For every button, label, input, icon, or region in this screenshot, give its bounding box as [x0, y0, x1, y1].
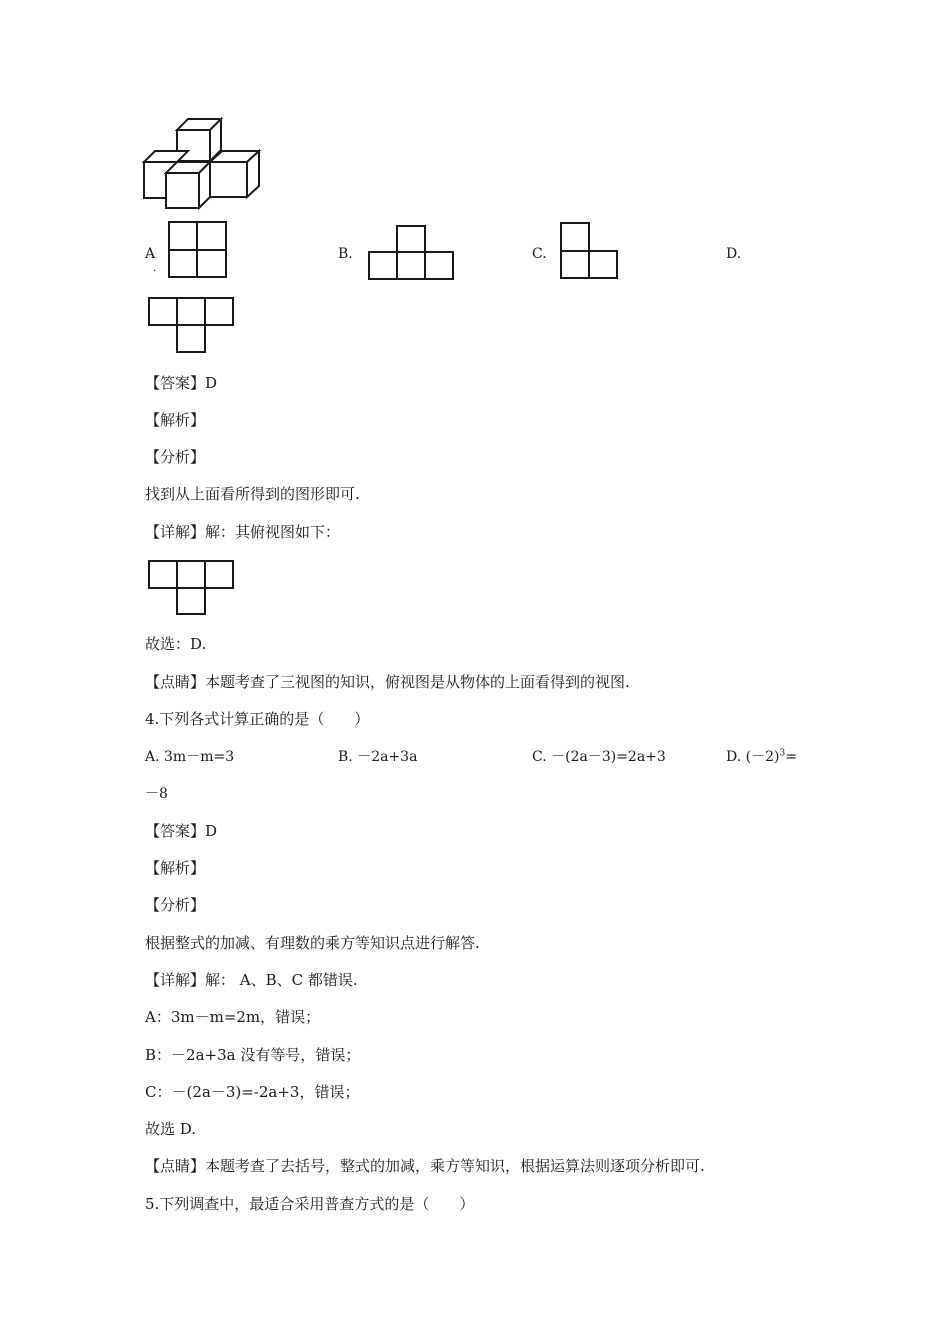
q5-stem: 5.下列调查中，最适合采用普查方式的是（ ） — [145, 1195, 475, 1213]
q4-option-a[interactable]: A. 3m－m=3 — [145, 749, 235, 765]
q3-choose: 故选：D. — [145, 635, 207, 653]
q3-fenxi-text: 找到从上面看所得到的图形即可. — [145, 485, 360, 503]
q4-comment: 【点睛】本题考查了去括号，整式的加减，乘方等知识，根据运算法则逐项分析即可. — [145, 1157, 705, 1175]
q4-option-d-continued: －8 — [145, 786, 168, 802]
q4-stem: 4.下列各式计算正确的是（ ） — [145, 710, 370, 728]
option-b-figure — [368, 225, 458, 285]
front-cube — [166, 162, 210, 208]
right-cube — [210, 151, 259, 197]
option-a-figure — [169, 222, 229, 282]
option-d-label[interactable]: D. — [726, 246, 742, 262]
q4-option-d-exponent: 3 — [779, 748, 786, 759]
q4-option-d[interactable] — [726, 747, 797, 767]
option-d-figure — [148, 297, 238, 357]
q4-option-d-suffix: = — [785, 749, 797, 765]
option-b-label[interactable]: B. — [338, 246, 353, 262]
q4-choose: 故选 D. — [145, 1120, 197, 1138]
q4-line-c: C：－(2a－3)=-2a+3，错误； — [145, 1083, 360, 1101]
left-cube — [144, 151, 188, 198]
back-cube — [177, 119, 221, 161]
option-c-figure — [560, 222, 622, 282]
option-a-label[interactable]: A — [145, 246, 156, 262]
q3-detail: 【详解】解：其俯视图如下： — [145, 523, 341, 541]
top-view-figure — [148, 560, 238, 620]
q4-answer: 【答案】D — [145, 822, 218, 840]
option-a-dot: . — [153, 263, 157, 274]
q3-answer: 【答案】D — [145, 374, 218, 392]
q3-analysis-heading: 【解析】 — [145, 411, 206, 429]
q4-option-d-prefix: D. (－2) — [726, 749, 780, 765]
q4-fenxi-heading: 【分析】 — [145, 896, 206, 914]
q3-comment: 【点睛】本题考查了三视图的知识，俯视图是从物体的上面看得到的视图. — [145, 673, 630, 691]
q3-fenxi-heading: 【分析】 — [145, 448, 206, 466]
q4-option-b[interactable]: B. －2a+3a — [338, 749, 418, 765]
q4-detail: 【详解】解： A、B、C 都错误. — [145, 971, 358, 989]
q4-line-b: B：－2a+3a 没有等号，错误； — [145, 1046, 361, 1064]
q4-line-a: A：3m－m=2m，错误； — [145, 1008, 321, 1026]
q4-analysis-heading: 【解析】 — [145, 859, 206, 877]
q4-fenxi-text: 根据整式的加减、有理数的乘方等知识点进行解答. — [145, 934, 480, 952]
q4-option-c[interactable]: C. －(2a－3)=2a+3 — [532, 749, 666, 765]
option-c-label[interactable]: C. — [532, 246, 547, 262]
